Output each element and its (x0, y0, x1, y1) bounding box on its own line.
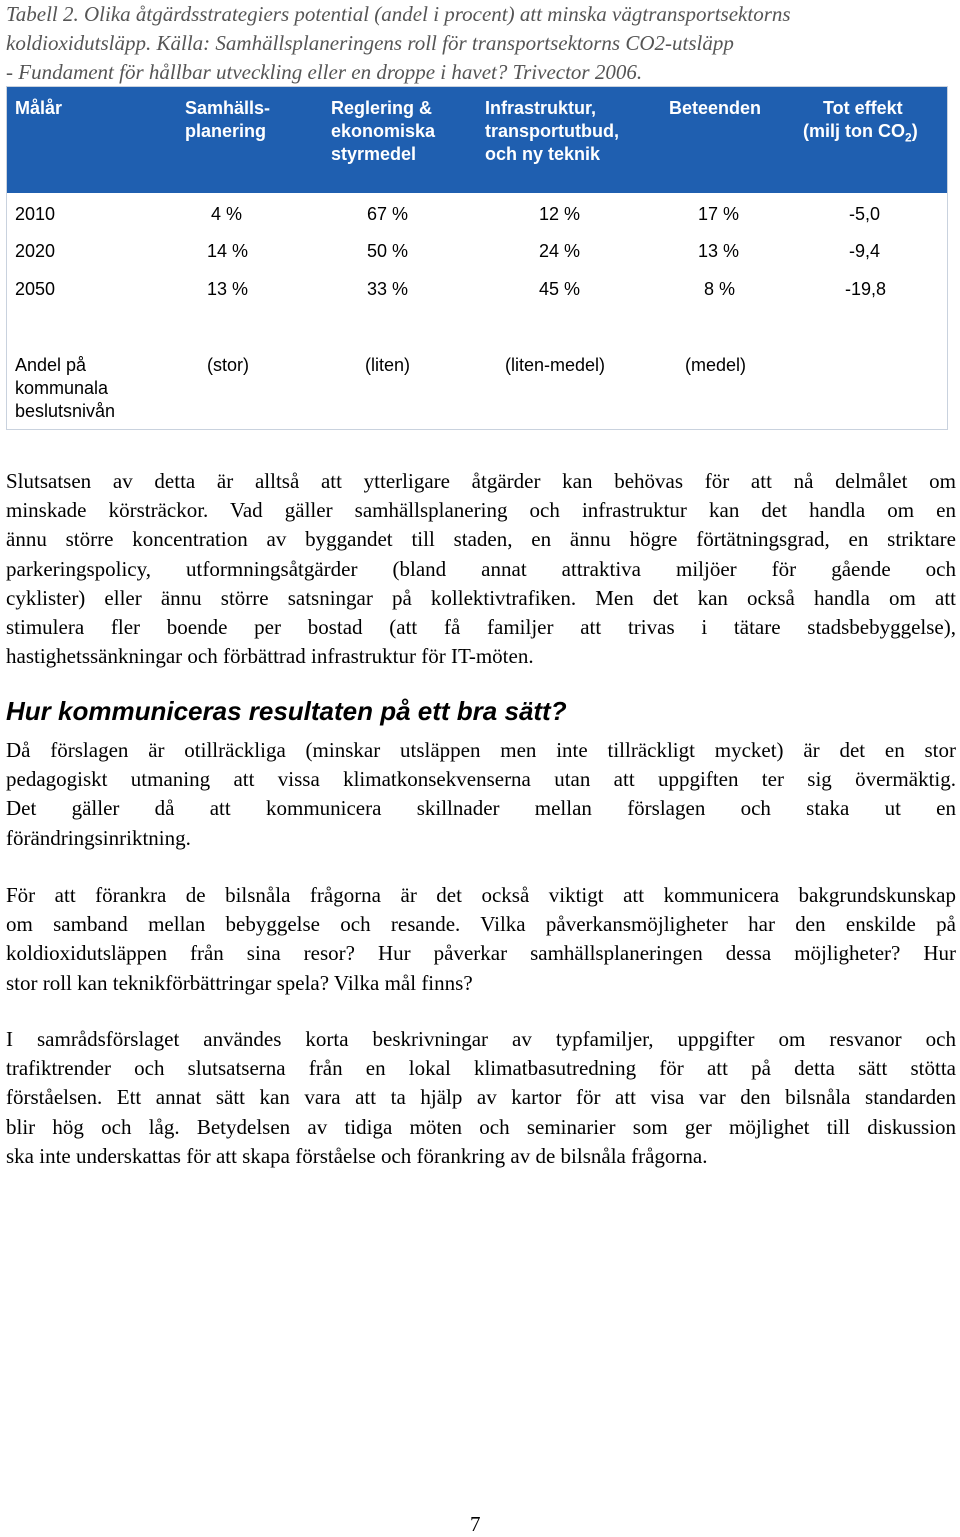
strategy-table (6, 86, 948, 430)
header-regulation: Reglering & ekonomiska styrmedel (331, 98, 436, 164)
header-infrastructure: Infrastruktur, transportutbud, och ny teknik (485, 98, 619, 164)
paragraph-communication: Då förslagen är otillräckliga (minskar utsläppen men inte tillräckligt mycket) är det en stor pedagogiskt utmaning att vissa klimatkonsekvenserna utan att uppgiften ter sig övermäktig. Det gäller då att kommunicera skillnader mellan förslagen och staka ut en förändringsinriktning. (6, 738, 956, 850)
cell-planning: 13 % (207, 279, 249, 299)
header-behaviour: Beteenden (669, 98, 762, 118)
cell-regulation: 50 % (367, 241, 409, 261)
table-header (7, 87, 947, 193)
cell-behaviour: 13 % (698, 241, 740, 261)
cell-municipal-planning: (stor) (207, 355, 249, 375)
cell-year-2010: 2010 (15, 204, 56, 224)
caption-line: - Fundament för hållbar utveckling eller en droppe i havet? Trivector 2006. (6, 60, 643, 84)
cell-year-2050: 2050 (15, 279, 56, 299)
header-planning: Samhälls- planering (185, 98, 271, 141)
caption-line: koldioxidutsläpp. Källa: Samhällsplaneringens roll för transportsektorns CO2-utsläpp (6, 31, 734, 55)
header-total: Tot effekt (milj ton $CO_2$) (803, 98, 918, 145)
cell-planning: 14 % (207, 241, 249, 261)
cell-infrastructure: 45 % (539, 279, 581, 299)
paragraph-consultation: I samrådsförslaget användes korta beskrivningar av typfamiljer, uppgifter om resvanor och trafiktrender och slutsatserna från en lokal klimatbasutredning för att på detta sätt stötta förståelsen. Ett annat sätt kan vara att ta hjälp av kartor för att visa var den bilsnåla standarden blir hög och låg. Betydelsen av tidiga möten och seminarier som ger möjlighet till diskussion ska inte underskattas för att skapa förståelse och förankring av de bilsnåla frågorna. (6, 1027, 956, 1168)
cell-total: -19,8 (845, 279, 887, 299)
cell-regulation: 67 % (367, 204, 409, 224)
cell-municipal-infrastructure: (liten-medel) (505, 355, 606, 375)
cell-behaviour: 17 % (698, 204, 740, 224)
paragraph-anchoring: För att förankra de bilsnåla frågorna är det också viktigt att kommunicera bakgrundskunskap om samband mellan bebyggelse och resande. Vilka påverkansmöjligheter har den enskilde på koldioxidutsläppen från sina resor? Hur påverkar samhällsplaneringen dessa möjligheter? Hur stor roll kan teknikförbättringar spela? Vilka mål finns? (6, 883, 956, 995)
cell-year-2020: 2020 (15, 241, 56, 261)
table-caption (6, 0, 956, 87)
cell-total: -5,0 (849, 204, 881, 224)
cell-municipal-regulation: (liten) (365, 355, 411, 375)
cell-infrastructure: 24 % (539, 241, 581, 261)
cell-regulation: 33 % (367, 279, 409, 299)
cell-infrastructure: 12 % (539, 204, 581, 224)
paragraph-conclusion: Slutsatsen av detta är alltså att ytterligare åtgärder kan behövas för att nå delmålet om minskade körsträckor. Vad gäller samhällsplanering och infrastruktur kan det handla om en ännu större koncentration av byggandet till staden, en ännu högre förtätningsgrad, en striktare parkeringspolicy, utformningsåtgärder (bland annat attraktiva miljöer för gående och cyklister) eller ännu större satsningar på kollektivtrafiken. Men det kan också handla om att stimulera fler boende per bostad (att få familjer att trivas i tätare stadsbebyggelse), hastighetssänkningar och förbättrad infrastruktur för IT-möten. (6, 469, 956, 669)
cell-total: -9,4 (849, 241, 881, 261)
section-heading: Hur kommuniceras resultaten på ett bra sätt? (6, 696, 567, 726)
cell-planning: 4 % (211, 204, 243, 224)
page-number: 7 (470, 1512, 481, 1536)
cell-behaviour: 8 % (704, 279, 736, 299)
cell-municipal-label: Andel på kommunala beslutsnivån (15, 355, 116, 421)
caption-line: Tabell 2. Olika åtgärdsstrategiers potential (andel i procent) att minska vägtransportsektorns (6, 2, 791, 26)
cell-municipal-behaviour: (medel) (685, 355, 747, 375)
header-year: Målår (15, 98, 63, 118)
